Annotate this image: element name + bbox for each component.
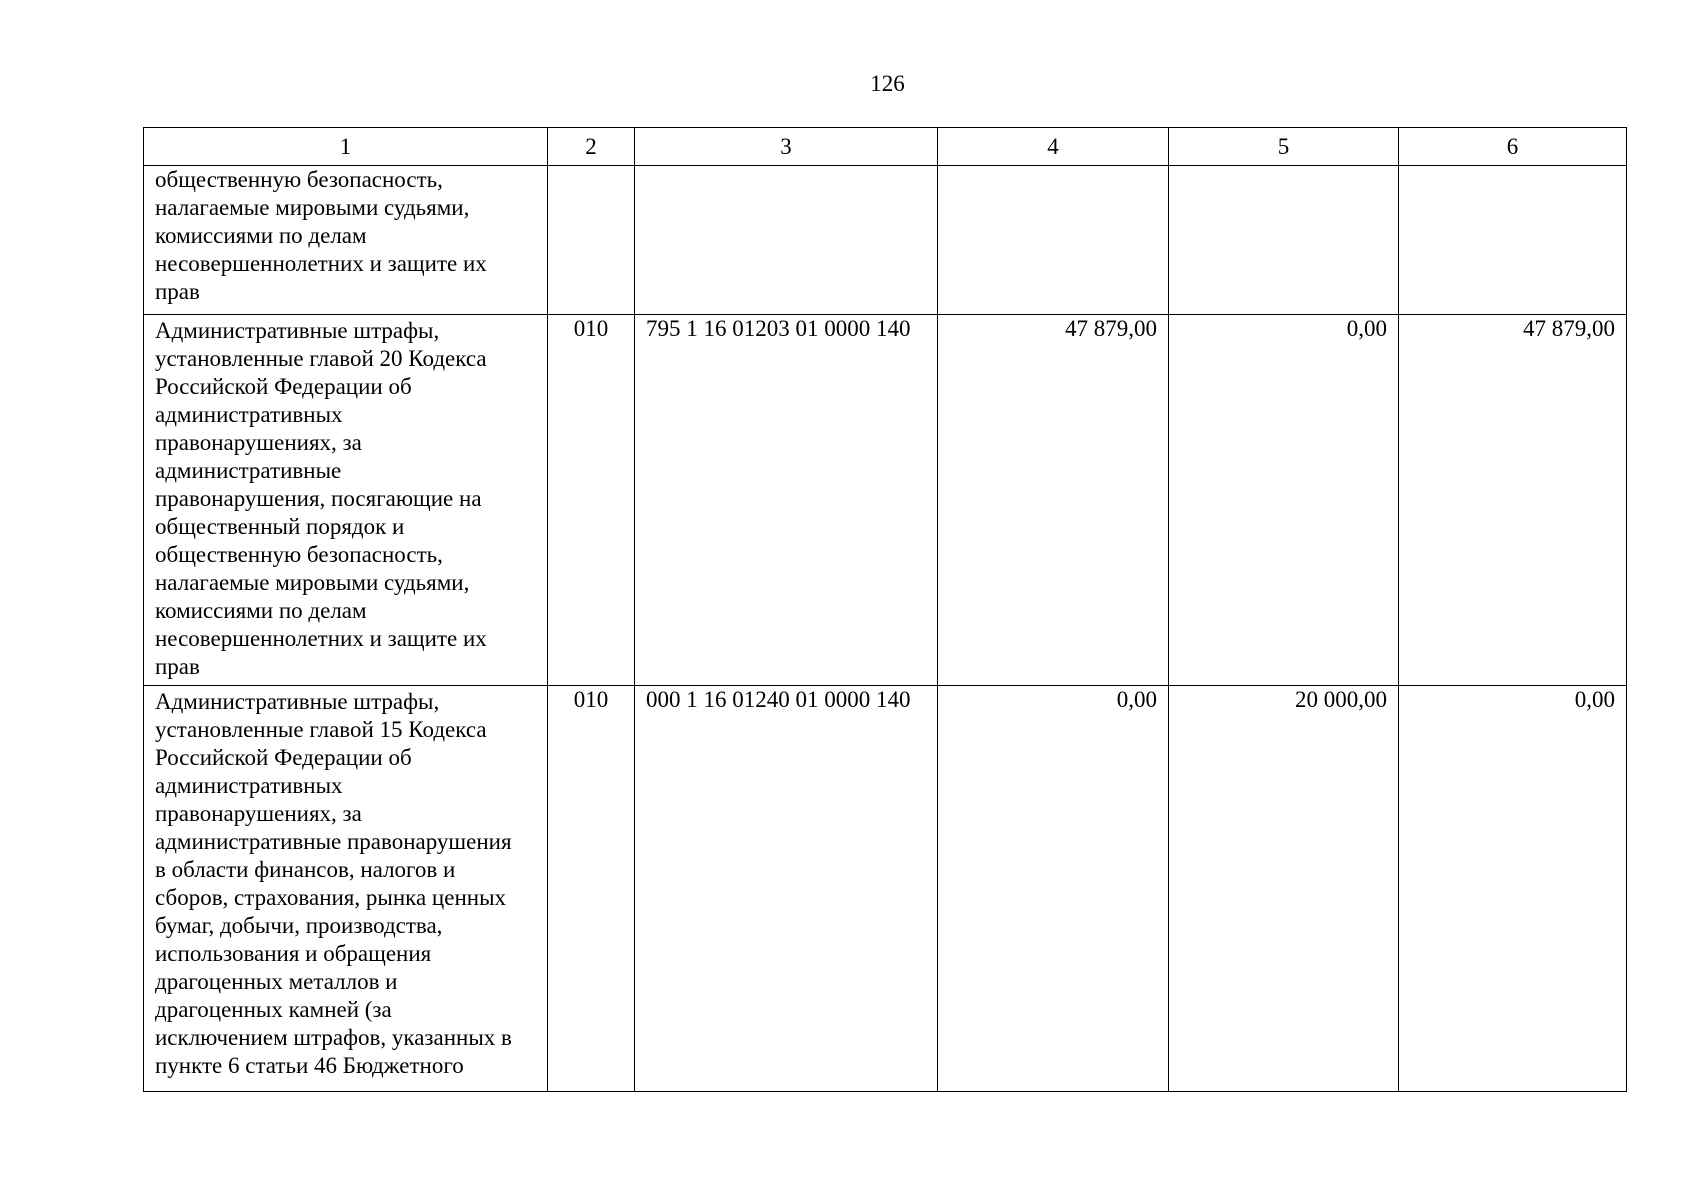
row-income-code: 000 1 16 01240 01 0000 140	[635, 686, 938, 1092]
row-name-line: общественный порядок и	[155, 514, 405, 539]
page-number: 126	[870, 71, 905, 96]
row-income-code	[635, 166, 938, 315]
row-name-line: Российской Федерации об	[155, 745, 412, 770]
table-row	[144, 166, 1627, 315]
row-name-line: несовершеннолетних и защите их	[155, 251, 487, 276]
row-col4-value: 47 879,00	[938, 315, 1169, 686]
row-name-line: установленные главой 20 Кодекса	[155, 346, 487, 371]
row-name-line: бумаг, добычи, производства,	[155, 913, 443, 938]
row-name-line: административных	[155, 773, 343, 798]
row-name-line: административных	[155, 402, 343, 427]
row-name-line: установленные главой 15 Кодекса	[155, 717, 487, 742]
row-name-line: комиссиями по делам	[155, 598, 367, 623]
column-header-5: 5	[1169, 128, 1399, 166]
row-name-line: сборов, страхования, рынка ценных	[155, 885, 507, 910]
row-name-line: использования и обращения	[155, 941, 432, 966]
row-name-line: правонарушениях, за	[155, 430, 362, 455]
row-name-line: общественную безопасность,	[155, 542, 443, 567]
row-name-line: комиссиями по делам	[155, 223, 367, 248]
row-name-line: Российской Федерации об	[155, 374, 412, 399]
row-name-cell	[144, 166, 548, 315]
row-col6-value	[1399, 166, 1627, 315]
row-name-line: прав	[155, 279, 200, 304]
column-header-4: 4	[938, 128, 1169, 166]
row-name-line: несовершеннолетних и защите их	[155, 626, 487, 651]
row-col4-value	[938, 166, 1169, 315]
row-col6-value: 0,00	[1399, 686, 1627, 1092]
row-col4-value: 0,00	[938, 686, 1169, 1092]
row-name-line: драгоценных металлов и	[155, 969, 398, 994]
row-col5-value: 20 000,00	[1169, 686, 1399, 1092]
report-table	[143, 127, 1627, 1092]
row-name-line: пункте 6 статьи 46 Бюджетного	[155, 1053, 464, 1078]
column-header-1: 1	[144, 128, 548, 166]
row-name-line: прав	[155, 654, 200, 679]
row-name-cell	[144, 315, 548, 686]
row-name-line: налагаемые мировыми судьями,	[155, 570, 470, 595]
row-name-cell	[144, 686, 548, 1092]
table-row	[144, 686, 1627, 1092]
row-name-line: в области финансов, налогов и	[155, 857, 456, 882]
row-name-line: административные	[155, 458, 342, 483]
table-header-row	[144, 128, 1627, 166]
row-name-line: налагаемые мировыми судьями,	[155, 195, 470, 220]
row-col5-value	[1169, 166, 1399, 315]
row-line-code: 010	[548, 315, 635, 686]
row-line-code: 010	[548, 686, 635, 1092]
table-row	[144, 315, 1627, 686]
column-header-6: 6	[1399, 128, 1627, 166]
row-income-code: 795 1 16 01203 01 0000 140	[635, 315, 938, 686]
row-line-code	[548, 166, 635, 315]
row-name-line: общественную безопасность,	[155, 167, 443, 192]
row-name-line: исключением штрафов, указанных в	[155, 1025, 512, 1050]
row-name-line: Административные штрафы,	[155, 318, 440, 343]
row-name-line: административные правонарушения	[155, 829, 512, 854]
row-name-line: правонарушения, посягающие на	[155, 486, 482, 511]
row-name-line: драгоценных камней (за	[155, 997, 392, 1022]
row-name-line: правонарушениях, за	[155, 801, 362, 826]
column-header-2: 2	[548, 128, 635, 166]
row-col6-value: 47 879,00	[1399, 315, 1627, 686]
column-header-3: 3	[635, 128, 938, 166]
row-name-line: Административные штрафы,	[155, 689, 440, 714]
row-col5-value: 0,00	[1169, 315, 1399, 686]
